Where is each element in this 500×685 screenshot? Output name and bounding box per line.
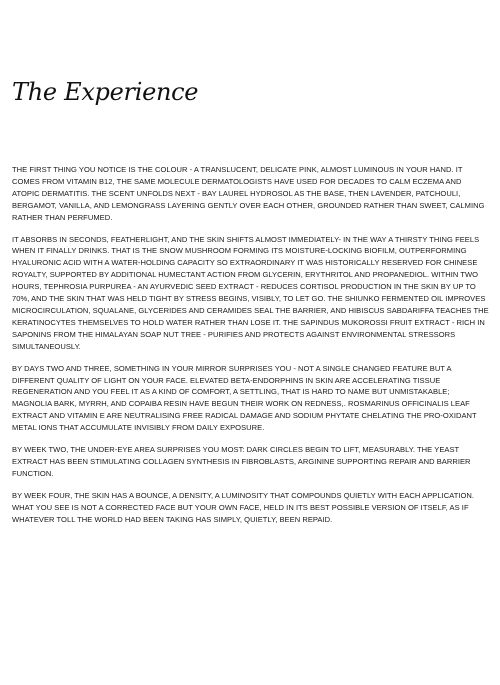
paragraph-week-two: BY WEEK TWO, THE UNDER-EYE AREA SURPRISES YOU MOST: DARK CIRCLES BEGIN TO LIFT, MEASURABLY. THE YEAST EXTRACT HAS BEEN STIMULATING COLLAGEN SYNTHESIS IN FIBROBLASTS, ARGININE SUPPORTING REPAIR AND BARRIER FUNCTION. [12, 445, 471, 478]
page-title: The Experience [12, 78, 199, 106]
paragraph-week-four: BY WEEK FOUR, THE SKIN HAS A BOUNCE, A DENSITY, A LUMINOSITY THAT COMPOUNDS QUIETLY WITH EACH APPLICATION. WHAT YOU SEE IS NOT A CORRECTED FACE BUT YOUR OWN FACE, HELD IN ITS BEST POSSIBLE VERSION OF ITSELF, AS IF WHATEVER TOLL THE WORLD HAD BEEN TAKING HAS SIMPLY, QUIETLY, BEEN REPAID. [12, 490, 475, 524]
paragraph-days-two-three: BY DAYS TWO AND THREE, SOMETHING IN YOUR MIRROR SURPRISES YOU - NOT A SINGLE CHANGED FEATURE BUT A DIFFERENT QUALITY OF LIGHT ON YOUR FACE. ELEVATED BETA-ENDORPHINS IN SKIN ARE ACCELERATING TISSUE REGENERATION AND YOU FEEL IT AS A KIND OF COMFORT, A SETTLING, THAT IS HARD TO NAME BUT UNMISTAKABLE; MAGNOLIA BARK, MYRRH, AND COPAIBA RESIN HAVE BEGUN THEIR WORK ON REDNESS,. ROSMARINUS OFFICINALIS LEAF EXTRACT AND VITAMIN E ARE NEUTRALISING FREE RADICAL DAMAGE AND SODIUM PHYTATE CHELATING THE PRO-OXIDANT METAL IONS THAT ACCUMULATE INVISIBLY FROM DAILY EXPOSURE. [12, 363, 477, 433]
paragraph-absorption: IT ABSORBS IN SECONDS, FEATHERLIGHT, AND THE SKIN SHIFTS ALMOST IMMEDIATELY- IN THE WAY A THIRSTY THING FEELS WHEN IT FINALLY DRINKS. THAT IS THE SNOW MUSHROOM FORMING ITS MOISTURE-LOCKING BIOFILM, OUTPERFORMING HYALURONIC ACID WITH A WATER-HOLDING CAPACITY SO EXTRAORDINARY IT WAS HISTORICALLY RESERVED FOR CHINESE ROYALTY, SUPPORTED BY ADDITIONAL HUMECTANT ACTION FROM GLYCERIN, ERYTHRITOL AND PROPANEDIOL. WITHIN TWO HOURS, TEPHROSIA PURPUREA - AN AYURVEDIC SEED EXTRACT - REDUCES CORTISOL PRODUCTION IN THE SKIN BY UP TO 70%, AND THE SKIN THAT WAS HELD TIGHT BY STRESS BEGINS, VISIBLY, TO LET GO. THE SHIUNKO FERMENTED OIL IMPROVES MICROCIRCULATION, SQUALANE, GLYCERIDES AND CERAMIDES SEAL THE BARRIER, AND HIBISCUS SABDARIFFA TEACHES THE KERATINOCYTES THEMSELVES TO HOLD WATER RATHER THAN LOSE IT. THE SAPINDUS MUKOROSSI FRUIT EXTRACT - RICH IN SAPONINS FROM THE HIMALAYAN SOAP NUT TREE - PURIFIES AND PROTECTS AGAINST ENVIRONMENTAL STRESSORS SIMULTANEOUSLY. [12, 234, 489, 351]
body-text [12, 164, 490, 535]
paragraph-colour: THE FIRST THING YOU NOTICE IS THE COLOUR - A TRANSLUCENT, DELICATE PINK, ALMOST LUMINOUS IN YOUR HAND. IT COMES FROM VITAMIN B12, THE SAME MOLECULE DERMATOLOGISTS HAVE USED FOR DECADES TO CALM ECZEMA AND ATOPIC DERMATITIS. THE SCENT UNFOLDS NEXT - BAY LAUREL HYDROSOL AS THE BASE, THEN LAVENDER, PATCHOULI, BERGAMOT, VANILLA, AND LEMONGRASS LAYERING GENTLY OVER EACH OTHER, GROUNDED RATHER THAN SWEET, CALMING RATHER THAN PERFUMED. [12, 165, 485, 222]
